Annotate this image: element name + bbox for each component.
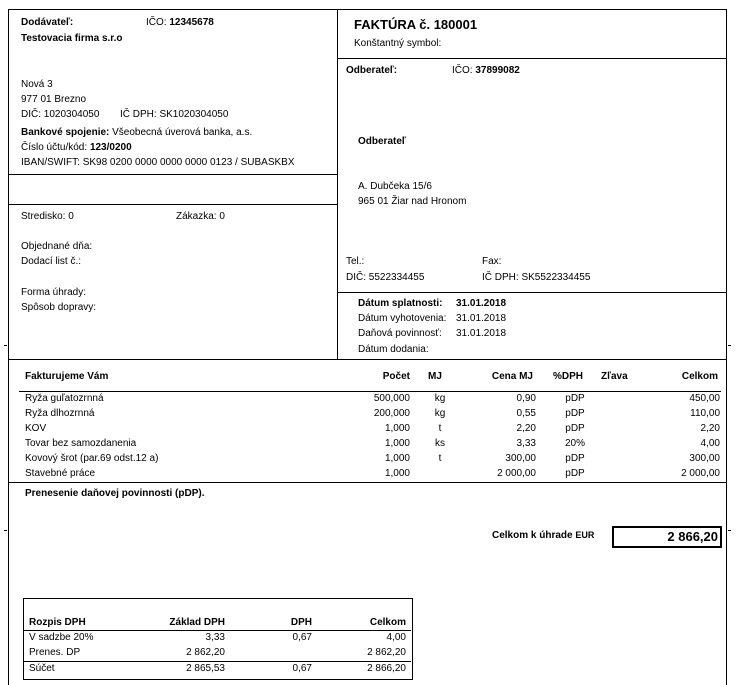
vat-row-total: 2 866,20 bbox=[367, 663, 406, 674]
vat-header-name: Rozpis DPH bbox=[29, 617, 86, 628]
divider-supplier-bottom bbox=[8, 174, 338, 175]
vat-row-vat: 0,67 bbox=[292, 663, 312, 674]
center-field bbox=[21, 211, 74, 222]
items-header-desc: Fakturujeme Vám bbox=[25, 371, 109, 382]
vat-row-total: 2 862,20 bbox=[367, 647, 406, 658]
vat-row-name: V sadzbe 20% bbox=[29, 632, 94, 643]
center-value: 0 bbox=[68, 211, 74, 222]
total-label-text: Celkom k úhrade bbox=[492, 530, 573, 541]
customer-ico-label: IČO: bbox=[452, 65, 473, 76]
customer-ico-value: 37899082 bbox=[475, 65, 520, 76]
vat-header-vat: DPH bbox=[290, 617, 312, 628]
item-qty: 200,000 bbox=[373, 408, 410, 419]
item-vat: pDP bbox=[565, 393, 585, 404]
frame-middle-divider bbox=[337, 9, 338, 360]
item-vat: pDP bbox=[565, 423, 585, 434]
supplier-account bbox=[21, 142, 132, 153]
item-unit: kg bbox=[434, 408, 446, 419]
supplier-icdph-value: SK1020304050 bbox=[159, 109, 229, 120]
item-vat: pDP bbox=[565, 453, 585, 464]
job-field bbox=[176, 211, 225, 222]
delivery-note-label: Dodací list č.: bbox=[21, 256, 82, 267]
supplier-street: Nová 3 bbox=[21, 79, 53, 90]
supplier-bank-value: Všeobecná úverová banka, a.s. bbox=[112, 127, 253, 138]
item-price: 2,20 bbox=[516, 423, 536, 434]
vat-header-base: Základ DPH bbox=[169, 617, 225, 628]
customer-dic-label: DIČ: bbox=[346, 272, 366, 283]
customer-icdph-value: SK5522334455 bbox=[521, 272, 591, 283]
supplier-account-value: 123/0200 bbox=[89, 142, 132, 153]
customer-dic-value: 5522334455 bbox=[368, 272, 425, 283]
customer-city: 965 01 Žiar nad Hronom bbox=[358, 196, 467, 207]
customer-street: A. Dubčeka 15/6 bbox=[358, 181, 432, 192]
item-total: 110,00 bbox=[690, 408, 720, 419]
supplier-ico-value: 12345678 bbox=[169, 17, 214, 28]
item-unit: ks bbox=[435, 438, 445, 449]
items-header-total: Celkom bbox=[681, 371, 718, 382]
item-total: 2 000,00 bbox=[681, 468, 720, 479]
customer-dic bbox=[346, 272, 424, 283]
issued-date-label: Dátum vyhotovenia: bbox=[358, 313, 447, 324]
divider-title-customer bbox=[337, 58, 727, 59]
constant-symbol-label: Konštantný symbol: bbox=[354, 38, 442, 49]
supplier-ico bbox=[146, 17, 214, 28]
margin-tick bbox=[4, 530, 7, 531]
item-desc: Ryža dlhozrnná bbox=[25, 408, 95, 419]
items-header-vat: %DPH bbox=[552, 371, 583, 382]
issued-date-value: 31.01.2018 bbox=[456, 313, 507, 324]
item-unit: t bbox=[438, 453, 442, 464]
supplier-name: Testovacia firma s.r.o bbox=[21, 33, 123, 44]
invoice-title: FAKTÚRA č. 180001 bbox=[354, 17, 478, 32]
supplier-icdph bbox=[120, 109, 228, 120]
supplier-icdph-label: IČ DPH: bbox=[120, 109, 157, 120]
items-bottom-rule bbox=[8, 482, 727, 483]
supplier-iban-label: IBAN/SWIFT: bbox=[21, 157, 80, 168]
item-price: 2 000,00 bbox=[497, 468, 536, 479]
item-price: 3,33 bbox=[516, 438, 536, 449]
supplier-dic-label: DIČ: bbox=[21, 109, 41, 120]
item-price: 300,00 bbox=[505, 453, 536, 464]
item-qty: 1,000 bbox=[384, 438, 410, 449]
customer-label: Odberateľ: bbox=[346, 65, 398, 76]
item-unit: kg bbox=[434, 393, 446, 404]
item-vat: pDP bbox=[565, 408, 585, 419]
items-header-rule bbox=[19, 391, 721, 392]
margin-tick bbox=[728, 530, 731, 531]
supplier-account-label: Číslo účtu/kód: bbox=[21, 142, 88, 153]
due-date-value: 31.01.2018 bbox=[456, 298, 507, 309]
payment-label: Forma úhrady: bbox=[21, 287, 87, 298]
vat-row-vat: 0,67 bbox=[292, 632, 312, 643]
total-label bbox=[492, 530, 594, 541]
tax-date-label: Daňová povinnosť: bbox=[358, 328, 442, 339]
supplier-dic bbox=[21, 109, 99, 120]
customer-fax-label: Fax: bbox=[482, 256, 502, 267]
customer-icdph bbox=[482, 272, 590, 283]
item-qty: 1,000 bbox=[384, 468, 410, 479]
frame-right-lower bbox=[726, 359, 727, 685]
vat-row-base: 3,33 bbox=[205, 632, 225, 643]
item-qty: 1,000 bbox=[384, 453, 410, 464]
item-desc: Stavebné práce bbox=[25, 468, 96, 479]
job-label: Zákazka: bbox=[176, 211, 217, 222]
supplier-dic-value: 1020304050 bbox=[43, 109, 100, 120]
items-header-price: Cena MJ bbox=[491, 371, 533, 382]
divider-dates-top bbox=[337, 292, 727, 293]
item-total: 300,00 bbox=[689, 453, 720, 464]
item-qty: 1,000 bbox=[384, 423, 410, 434]
divider-order-top bbox=[8, 204, 338, 205]
vat-header-rule bbox=[24, 630, 411, 631]
item-desc: KOV bbox=[25, 423, 47, 434]
reverse-charge-note: Prenesenie daňovej povinnosti (pDP). bbox=[25, 488, 205, 499]
item-desc: Tovar bez samozdanenia bbox=[25, 438, 137, 449]
items-header-qty: Počet bbox=[382, 371, 410, 382]
item-qty: 500,000 bbox=[373, 393, 410, 404]
vat-row-base: 2 862,20 bbox=[186, 647, 225, 658]
supplier-ico-label: IČO: bbox=[146, 17, 167, 28]
vat-row-base: 2 865,53 bbox=[186, 663, 225, 674]
due-date-label: Dátum splatnosti: bbox=[358, 298, 443, 309]
divider-upper-bottom bbox=[8, 359, 727, 360]
supplier-bank bbox=[21, 127, 252, 138]
item-price: 0,55 bbox=[516, 408, 536, 419]
delivery-date-label: Dátum dodania: bbox=[358, 344, 429, 355]
supplier-iban bbox=[21, 157, 295, 168]
item-desc: Kovový šrot (par.69 odst.12 a) bbox=[25, 453, 159, 464]
margin-tick bbox=[4, 345, 7, 346]
frame-left-upper bbox=[8, 9, 9, 360]
items-header-unit: MJ bbox=[428, 371, 442, 382]
vat-row-name: Súčet bbox=[29, 663, 55, 674]
item-price: 0,90 bbox=[516, 393, 536, 404]
item-total: 2,20 bbox=[700, 423, 720, 434]
ordered-label: Objednané dňa: bbox=[21, 241, 93, 252]
tax-date-value: 31.01.2018 bbox=[456, 328, 507, 339]
margin-tick bbox=[728, 345, 731, 346]
customer-name: Odberateľ bbox=[358, 136, 406, 147]
item-vat: pDP bbox=[565, 468, 585, 479]
supplier-iban-value: SK98 0200 0000 0000 0000 0123 / SUBASKBX bbox=[82, 157, 295, 168]
vat-row-name: Prenes. DP bbox=[29, 647, 81, 658]
item-vat: 20% bbox=[564, 438, 585, 449]
item-desc: Ryža guľatozrnná bbox=[25, 393, 104, 404]
frame-top bbox=[8, 9, 727, 10]
shipping-label: Spôsob dopravy: bbox=[21, 302, 97, 313]
vat-header-total: Celkom bbox=[369, 617, 406, 628]
total-currency: EUR bbox=[575, 530, 595, 540]
supplier-label: Dodávateľ: bbox=[21, 17, 74, 28]
item-total: 4,00 bbox=[700, 438, 720, 449]
customer-tel-label: Tel.: bbox=[346, 256, 365, 267]
supplier-city: 977 01 Brezno bbox=[21, 94, 87, 105]
center-label: Stredisko: bbox=[21, 211, 66, 222]
total-value-box: 2 866,20 bbox=[612, 526, 722, 548]
customer-icdph-label: IČ DPH: bbox=[482, 272, 519, 283]
vat-row-total: 4,00 bbox=[386, 632, 406, 643]
supplier-bank-label: Bankové spojenie: bbox=[21, 127, 110, 138]
item-unit: t bbox=[438, 423, 442, 434]
items-header-discount: Zľava bbox=[601, 371, 628, 382]
job-value: 0 bbox=[219, 211, 225, 222]
frame-left-lower bbox=[8, 359, 9, 685]
frame-right-upper bbox=[726, 9, 727, 360]
customer-ico bbox=[452, 65, 520, 76]
item-total: 450,00 bbox=[689, 393, 720, 404]
vat-sum-rule bbox=[24, 661, 411, 662]
